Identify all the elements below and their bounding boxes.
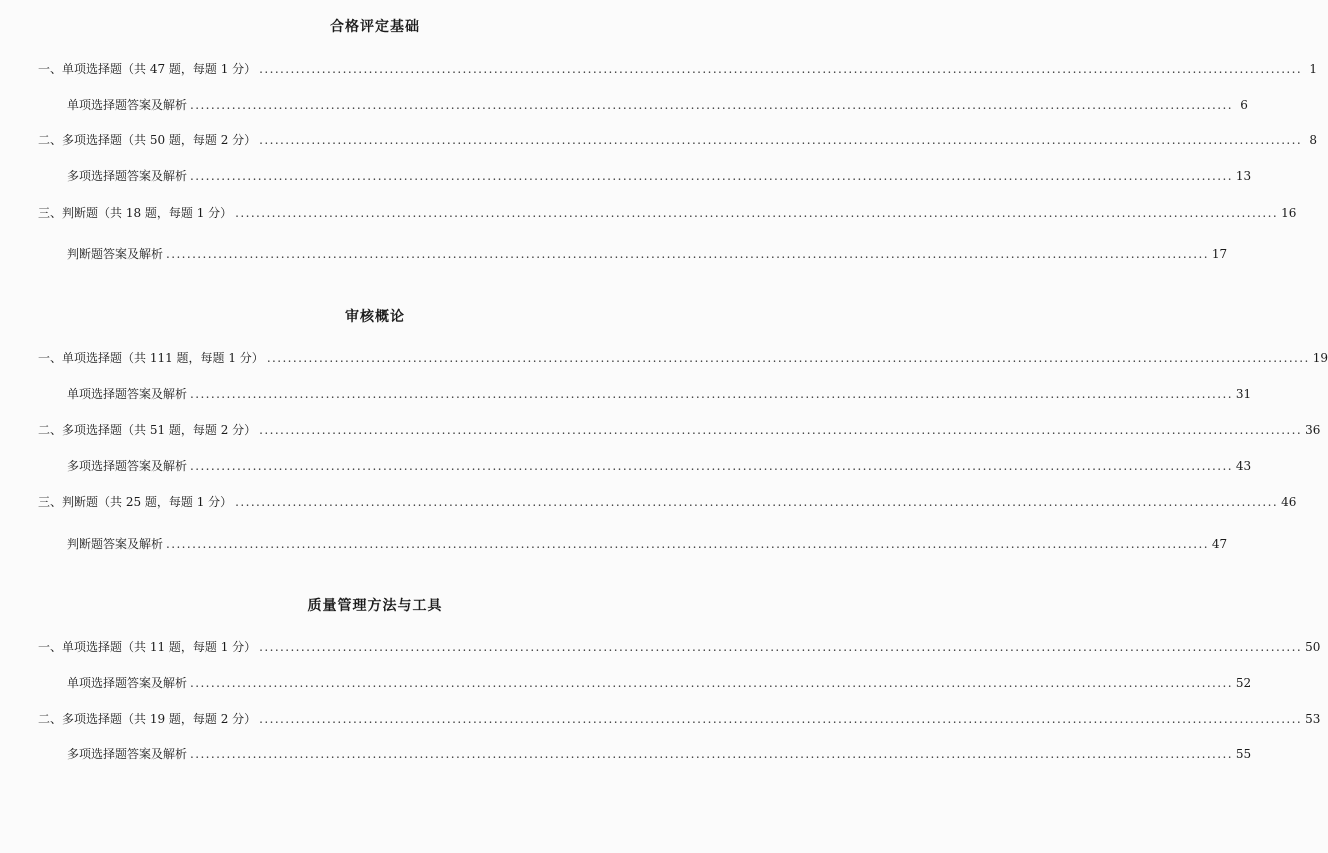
toc-entry[interactable] <box>67 536 1228 552</box>
toc-entry-label: 一、单项选择题（共 111 题，每题 1 分） <box>38 351 264 365</box>
toc-page-number: 8 <box>1309 133 1318 147</box>
toc-leader-dots: ........................................................................................................................................................................................................ <box>259 640 1303 654</box>
toc-entry[interactable] <box>38 711 1321 727</box>
toc-entry-label: 多项选择题答案及解析 <box>67 169 188 183</box>
toc-entry[interactable] <box>38 494 1297 510</box>
toc-leader-dots: ........................................................................................................................................................................................................ <box>166 537 1209 551</box>
toc-leader-dots: ........................................................................................................................................................................................................ <box>259 133 1303 147</box>
section-title: 审核概论 <box>345 309 405 325</box>
toc-entry-label: 一、单项选择题（共 47 题，每题 1 分） <box>38 62 257 76</box>
toc-page-number: 50 <box>1305 640 1321 654</box>
toc-leader-dots: ........................................................................................................................................................................................................ <box>166 247 1209 261</box>
toc-page-number: 16 <box>1281 206 1297 220</box>
toc-page-number: 36 <box>1305 423 1321 437</box>
toc-page-number: 55 <box>1235 747 1252 761</box>
toc-entry[interactable] <box>67 675 1252 691</box>
toc-leader-dots: ........................................................................................................................................................................................................ <box>235 206 1279 220</box>
toc-entry[interactable] <box>38 205 1297 221</box>
section-title: 质量管理方法与工具 <box>307 598 443 614</box>
toc-entry[interactable] <box>38 639 1321 655</box>
toc-entry[interactable] <box>67 246 1228 262</box>
toc-entry[interactable] <box>67 386 1252 402</box>
toc-page-number: 31 <box>1235 387 1252 401</box>
toc-leader-dots: ........................................................................................................................................................................................................ <box>235 495 1279 509</box>
toc-entry-label: 三、判断题（共 25 题，每题 1 分） <box>38 495 233 509</box>
toc-leader-dots: ........................................................................................................................................................................................................ <box>190 747 1233 761</box>
toc-entry[interactable] <box>67 746 1252 762</box>
toc-entry-label: 多项选择题答案及解析 <box>67 747 188 761</box>
toc-leader-dots: ........................................................................................................................................................................................................ <box>190 387 1233 401</box>
toc-entry[interactable] <box>38 422 1321 438</box>
toc-page-number: 19 <box>1312 351 1328 365</box>
toc-entry-label: 判断题答案及解析 <box>67 537 164 551</box>
toc-entry[interactable] <box>67 97 1248 113</box>
toc-page-number: 6 <box>1240 98 1248 112</box>
toc-leader-dots: ........................................................................................................................................................................................................ <box>190 98 1233 112</box>
toc-page-number: 46 <box>1281 495 1297 509</box>
toc-entry-label: 二、多项选择题（共 19 题，每题 2 分） <box>38 712 257 726</box>
toc-entry-label: 单项选择题答案及解析 <box>67 387 188 401</box>
toc-entry[interactable] <box>67 458 1252 474</box>
toc-entry-label: 判断题答案及解析 <box>67 247 164 261</box>
toc-entry-label: 三、判断题（共 18 题，每题 1 分） <box>38 206 233 220</box>
toc-entry-label: 多项选择题答案及解析 <box>67 459 188 473</box>
toc-entry-label: 单项选择题答案及解析 <box>67 98 188 112</box>
toc-leader-dots: ........................................................................................................................................................................................................ <box>190 169 1233 183</box>
toc-page-number: 17 <box>1211 247 1228 261</box>
toc-entry-label: 单项选择题答案及解析 <box>67 676 188 690</box>
toc-entry-label: 一、单项选择题（共 11 题，每题 1 分） <box>38 640 257 654</box>
toc-leader-dots: ........................................................................................................................................................................................................ <box>266 351 1310 365</box>
toc-leader-dots: ........................................................................................................................................................................................................ <box>190 676 1233 690</box>
toc-page-number: 1 <box>1309 62 1318 76</box>
toc-entry[interactable] <box>67 168 1252 184</box>
toc-leader-dots: ........................................................................................................................................................................................................ <box>259 423 1303 437</box>
toc-entry-label: 二、多项选择题（共 50 题，每题 2 分） <box>38 133 257 147</box>
toc-leader-dots: ........................................................................................................................................................................................................ <box>259 62 1303 76</box>
toc-page-number: 13 <box>1235 169 1252 183</box>
toc-entry[interactable] <box>38 61 1318 77</box>
toc-page-number: 52 <box>1235 676 1252 690</box>
toc-leader-dots: ........................................................................................................................................................................................................ <box>259 712 1303 726</box>
toc-entry-label: 二、多项选择题（共 51 题，每题 2 分） <box>38 423 257 437</box>
toc-page-number: 53 <box>1305 712 1321 726</box>
toc-page-number: 43 <box>1235 459 1252 473</box>
toc-entry[interactable] <box>38 132 1318 148</box>
toc-entry[interactable] <box>38 350 1328 366</box>
toc-page-number: 47 <box>1211 537 1228 551</box>
toc-leader-dots: ........................................................................................................................................................................................................ <box>190 459 1233 473</box>
section-title: 合格评定基础 <box>330 19 420 35</box>
